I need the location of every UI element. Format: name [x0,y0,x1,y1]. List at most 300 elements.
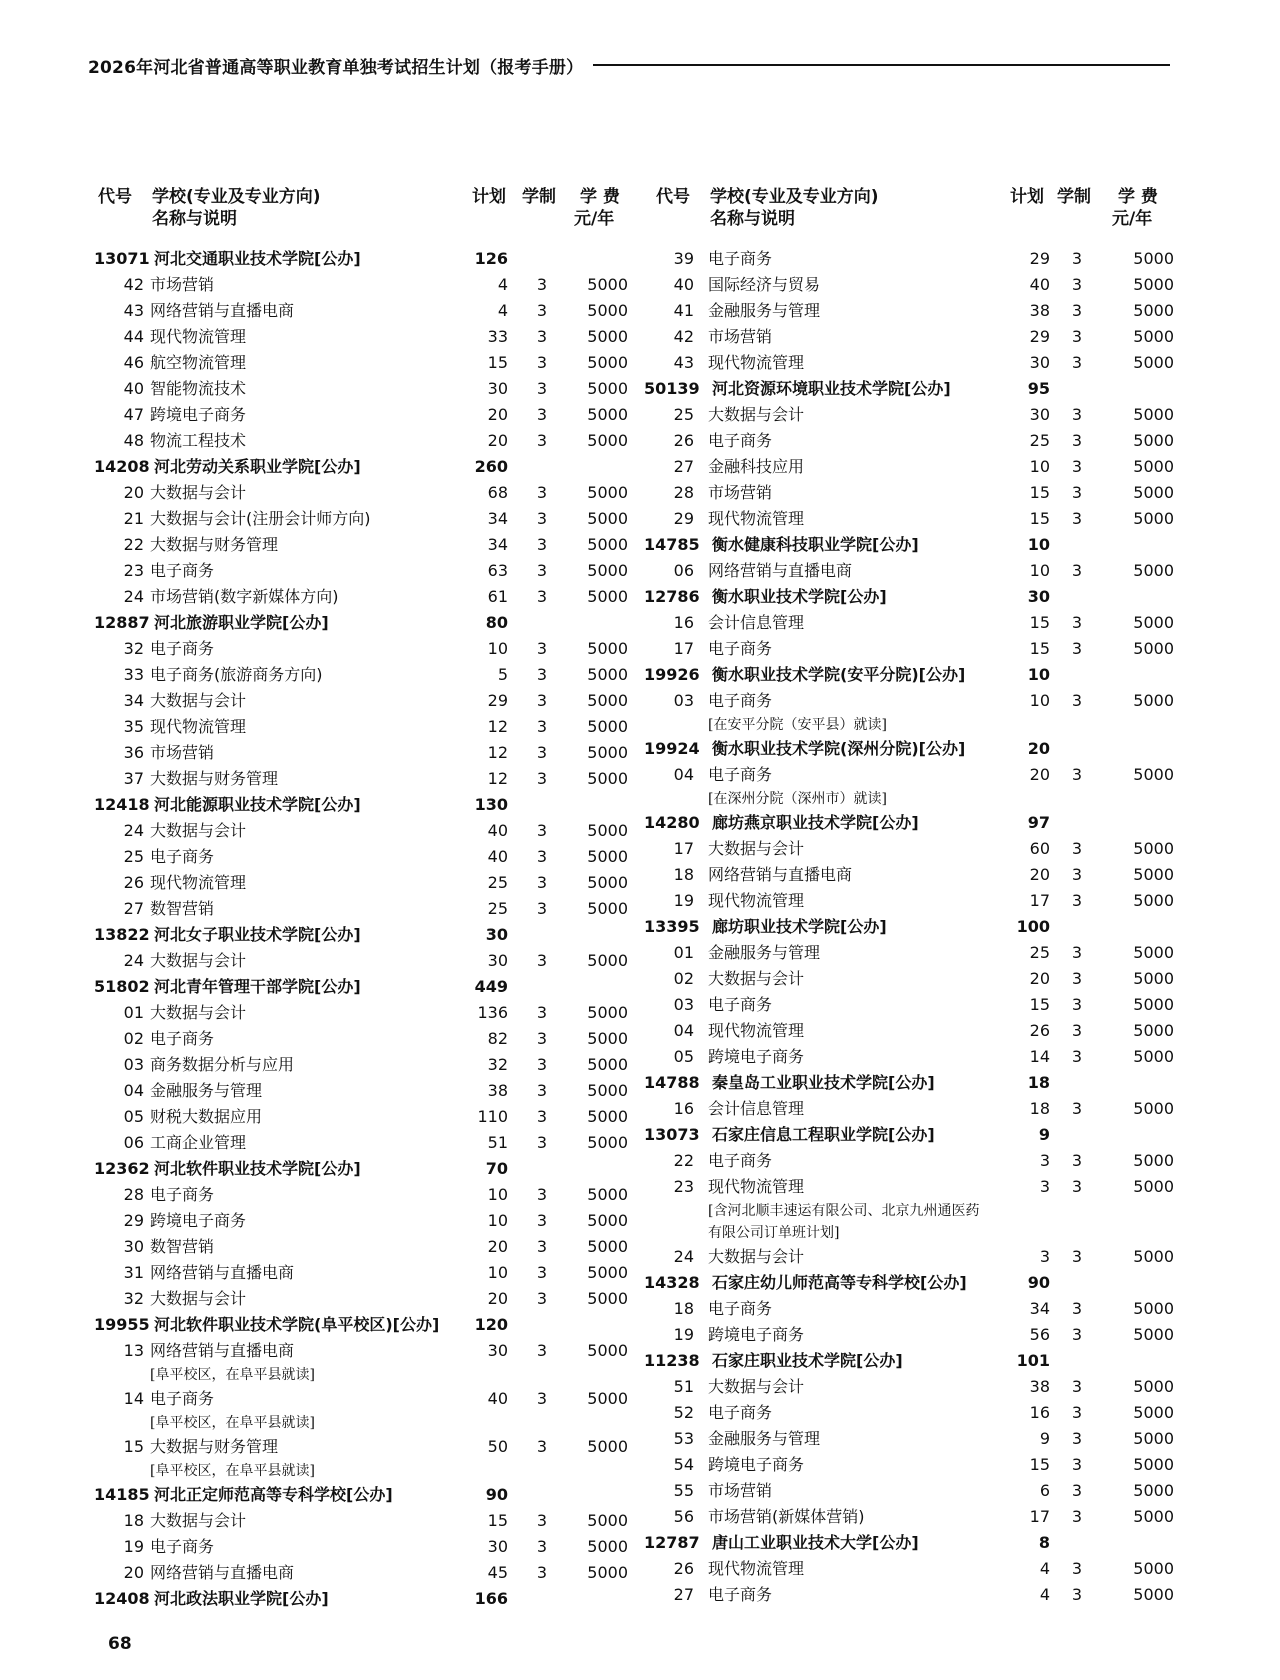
major-years: 3 [536,1107,548,1126]
major-fee: 5000 [1133,1247,1174,1266]
major-code: 17 [673,839,694,858]
major-years: 3 [1071,969,1083,988]
school-row [644,810,1172,836]
major-years: 3 [1071,327,1083,346]
major-plan: 20 [487,431,508,450]
major-row [652,862,1172,888]
major-name: 网络营销与直播电商 [150,1263,295,1282]
major-name: 大数据与会计 [708,969,805,988]
school-row [644,1348,1172,1374]
school-row [644,914,1172,940]
major-note: [阜平校区，在阜平县就读] [150,1463,315,1479]
major-name: 现代物流管理 [708,1559,805,1578]
major-name: 电子商务 [708,691,773,710]
major-years: 3 [536,1341,548,1360]
major-row [94,1078,628,1104]
major-years: 3 [536,1003,548,1022]
major-name: 跨境电子商务 [708,1325,805,1344]
major-fee: 5000 [587,327,628,346]
major-plan: 4 [1039,1585,1050,1604]
major-plan: 45 [487,1563,508,1582]
major-years: 3 [1071,405,1083,424]
major-fee: 5000 [1133,509,1174,528]
major-fee: 5000 [587,301,628,320]
school-code: 13395 [644,917,700,936]
major-code: 43 [673,353,694,372]
school-code: 12787 [644,1533,700,1552]
major-years: 3 [536,1563,548,1582]
right-column [644,182,1174,1608]
major-fee: 5000 [587,379,628,398]
major-fee: 5000 [1133,613,1174,632]
school-code: 14208 [94,457,150,476]
major-years: 3 [1071,1585,1083,1604]
left-column [94,182,628,1612]
major-code: 05 [673,1047,694,1066]
major-fee: 5000 [587,1185,628,1204]
major-row [94,1052,628,1078]
major-name: 大数据与会计 [150,951,247,970]
major-row [652,1400,1172,1426]
major-row [94,1130,628,1156]
major-years: 3 [1071,1559,1083,1578]
school-name: 河北女子职业技术学院[公办] [154,925,361,944]
major-code: 27 [123,899,144,918]
major-fee: 5000 [587,1511,628,1530]
school-name: 廊坊职业技术学院[公办] [712,917,887,936]
major-years: 3 [1071,1299,1083,1318]
major-row [652,762,1172,788]
major-code: 18 [123,1511,144,1530]
major-row [94,1234,628,1260]
page-title: 2026年河北省普通高等职业教育单独考试招生计划（报考手册） [88,57,584,78]
major-years: 3 [536,327,548,346]
major-row [652,610,1172,636]
school-code: 14328 [644,1273,700,1292]
school-row [644,1070,1172,1096]
major-fee: 5000 [587,431,628,450]
major-fee: 5000 [1133,865,1174,884]
major-name: 市场营销(新媒体营销) [708,1507,865,1526]
school-plan: 449 [474,977,508,996]
major-years: 3 [1071,457,1083,476]
major-plan: 33 [487,327,508,346]
school-row [94,246,624,272]
major-years: 3 [1071,839,1083,858]
major-plan: 38 [1029,301,1050,320]
major-years: 3 [1071,353,1083,372]
major-years: 3 [536,639,548,658]
major-name: 大数据与财务管理 [150,769,279,788]
major-plan: 3 [1039,1247,1050,1266]
major-plan: 10 [1029,561,1050,580]
major-name: 商务数据分析与应用 [150,1055,295,1074]
school-code: 12362 [94,1159,150,1178]
major-row [652,1478,1172,1504]
major-name: 电子商务 [150,1537,215,1556]
major-plan: 68 [487,483,508,502]
major-code: 16 [673,1099,694,1118]
major-code: 36 [123,743,144,762]
major-code: 26 [123,873,144,892]
major-years: 3 [1071,1325,1083,1344]
major-note: [含河北顺丰速运有限公司、北京九州通医药 [708,1203,980,1219]
major-plan: 16 [1029,1403,1050,1422]
major-name: 电子商务 [150,639,215,658]
school-code: 12887 [94,613,150,632]
major-years: 3 [536,1185,548,1204]
major-years: 3 [536,1237,548,1256]
major-years: 3 [536,743,548,762]
major-code: 06 [123,1133,144,1152]
major-code: 23 [673,1177,694,1196]
major-years: 3 [1071,1403,1083,1422]
school-name: 唐山工业职业技术大学[公办] [712,1533,919,1552]
major-row [94,428,628,454]
major-plan: 110 [477,1107,508,1126]
major-code: 24 [123,587,144,606]
major-code: 02 [673,969,694,988]
school-code: 14785 [644,535,700,554]
major-code: 35 [123,717,144,736]
major-name: 会计信息管理 [708,613,805,632]
major-name: 电子商务 [708,995,773,1014]
school-code: 19955 [94,1315,150,1334]
major-row [94,584,628,610]
major-years: 3 [536,717,548,736]
major-plan: 34 [487,509,508,528]
major-years: 3 [1071,613,1083,632]
header-plan: 计划 [472,187,506,207]
column-header [94,182,624,232]
major-code: 18 [673,1299,694,1318]
major-plan: 10 [487,1211,508,1230]
school-row [94,454,624,480]
major-name: 电子商务 [150,847,215,866]
major-name: 市场营销(数字新媒体方向) [150,587,339,606]
header-rule [593,64,1170,66]
header-fee: 学 费 [1118,187,1158,207]
major-fee: 5000 [587,691,628,710]
major-years: 3 [536,1055,548,1074]
major-code: 25 [123,847,144,866]
major-row [652,1148,1172,1174]
header-name-desc: 名称与说明 [710,209,795,229]
school-row [94,922,624,948]
major-name: 数智营销 [150,899,215,918]
school-plan: 126 [474,249,508,268]
major-plan: 20 [1029,969,1050,988]
major-years: 3 [536,483,548,502]
major-plan: 25 [1029,943,1050,962]
major-row [652,1582,1172,1608]
major-row [94,948,628,974]
school-name: 衡水健康科技职业学院[公办] [712,535,919,554]
major-fee: 5000 [587,717,628,736]
major-name: 大数据与会计 [708,1247,805,1266]
school-plan: 90 [485,1485,508,1504]
major-years: 3 [536,535,548,554]
school-code: 12408 [94,1589,150,1608]
major-fee: 5000 [587,847,628,866]
major-name: 大数据与会计 [150,691,247,710]
major-name: 航空物流管理 [150,353,247,372]
major-years: 3 [536,405,548,424]
major-years: 3 [1071,1455,1083,1474]
major-years: 3 [1071,1377,1083,1396]
major-name: 网络营销与直播电商 [150,1341,295,1360]
major-name: 电子商务 [708,1403,773,1422]
header-fee-unit: 元/年 [1112,209,1153,229]
major-row [652,454,1172,480]
left-rows [94,246,628,1612]
school-name: 河北软件职业技术学院[公办] [154,1159,361,1178]
major-row [94,298,628,324]
major-years: 3 [536,1029,548,1048]
major-plan: 60 [1029,839,1050,858]
major-years: 3 [1071,1177,1083,1196]
major-plan: 63 [487,561,508,580]
school-name: 河北青年管理干部学院[公办] [154,977,361,996]
major-name: 电子商务 [708,1299,773,1318]
major-row [652,1018,1172,1044]
major-plan: 30 [487,1537,508,1556]
school-code: 11238 [644,1351,700,1370]
major-row [652,1556,1172,1582]
major-row [652,1452,1172,1478]
major-row [652,1504,1172,1530]
major-plan: 32 [487,1055,508,1074]
major-years: 3 [1071,1047,1083,1066]
major-row [94,1286,628,1312]
major-row [94,1386,628,1412]
major-plan: 12 [487,769,508,788]
major-plan: 12 [487,743,508,762]
major-fee: 5000 [587,405,628,424]
major-row [652,1244,1172,1270]
major-code: 24 [673,1247,694,1266]
major-plan: 17 [1029,1507,1050,1526]
major-plan: 136 [477,1003,508,1022]
major-plan: 20 [487,1289,508,1308]
major-row [652,246,1172,272]
major-row [94,896,628,922]
major-plan: 4 [497,275,508,294]
major-code: 27 [673,1585,694,1604]
header-code: 代号 [98,187,132,207]
major-fee: 5000 [587,1055,628,1074]
major-name: 大数据与会计 [150,483,247,502]
major-fee: 5000 [587,353,628,372]
major-code: 19 [123,1537,144,1556]
major-row [94,870,628,896]
major-years: 3 [536,1289,548,1308]
school-row [644,532,1172,558]
major-code: 34 [123,691,144,710]
major-code: 04 [673,765,694,784]
major-fee: 5000 [1133,1585,1174,1604]
major-fee: 5000 [587,1341,628,1360]
school-plan: 8 [1038,1533,1050,1552]
major-plan: 10 [487,639,508,658]
major-code: 40 [123,379,144,398]
major-name: 市场营销 [708,483,773,502]
major-fee: 5000 [1133,457,1174,476]
major-row [94,1026,628,1052]
major-name: 物流工程技术 [150,431,247,450]
major-row [94,636,628,662]
major-name: 大数据与财务管理 [150,535,279,554]
major-plan: 40 [487,847,508,866]
major-name: 电子商务 [708,1585,773,1604]
school-plan: 9 [1038,1125,1050,1144]
major-fee: 5000 [587,1133,628,1152]
major-code: 26 [673,1559,694,1578]
major-plan: 40 [1029,275,1050,294]
major-row [652,940,1172,966]
major-fee: 5000 [1133,943,1174,962]
major-name: 金融科技应用 [708,457,805,476]
major-plan: 10 [1029,457,1050,476]
major-code: 27 [673,457,694,476]
major-row [94,376,628,402]
major-fee: 5000 [1133,1429,1174,1448]
major-plan: 29 [487,691,508,710]
school-row [644,1122,1172,1148]
major-plan: 15 [1029,613,1050,632]
major-code: 02 [123,1029,144,1048]
major-note: [阜平校区，在阜平县就读] [150,1367,315,1383]
major-years: 3 [1071,431,1083,450]
major-years: 3 [1071,865,1083,884]
major-plan: 3 [1039,1177,1050,1196]
major-code: 55 [673,1481,694,1500]
school-row [94,1312,624,1338]
major-years: 3 [1071,561,1083,580]
major-row [652,1174,1172,1200]
major-code: 13 [123,1341,144,1360]
major-years: 3 [1071,1099,1083,1118]
school-code: 50139 [644,379,700,398]
major-code: 21 [123,509,144,528]
school-plan: 97 [1027,813,1050,832]
school-plan: 30 [485,925,508,944]
school-plan: 20 [1027,739,1050,758]
major-years: 3 [1071,943,1083,962]
major-fee: 5000 [587,1029,628,1048]
major-plan: 51 [487,1133,508,1152]
major-plan: 29 [1029,327,1050,346]
major-fee: 5000 [587,587,628,606]
major-row [652,888,1172,914]
major-name: 数智营销 [150,1237,215,1256]
major-name: 网络营销与直播电商 [708,561,853,580]
major-plan: 30 [487,951,508,970]
major-plan: 20 [1029,765,1050,784]
major-plan: 30 [487,1341,508,1360]
school-plan: 30 [1027,587,1050,606]
major-fee: 5000 [1133,891,1174,910]
major-name: 现代物流管理 [708,1021,805,1040]
major-name: 市场营销 [708,1481,773,1500]
major-name: 金融服务与管理 [708,1429,821,1448]
major-fee: 5000 [587,561,628,580]
header-years: 学制 [1057,187,1091,207]
major-plan: 10 [1029,691,1050,710]
major-row [94,1000,628,1026]
major-code: 47 [123,405,144,424]
major-years: 3 [536,509,548,528]
major-name: 电子商务(旅游商务方向) [150,665,323,684]
major-years: 3 [1071,1247,1083,1266]
major-fee: 5000 [587,899,628,918]
major-name: 国际经济与贸易 [708,275,821,294]
school-plan: 10 [1027,535,1050,554]
major-years: 3 [536,691,548,710]
major-code: 03 [123,1055,144,1074]
major-code: 29 [123,1211,144,1230]
major-years: 3 [1071,249,1083,268]
major-row [652,480,1172,506]
major-fee: 5000 [1133,1099,1174,1118]
school-plan: 166 [474,1589,508,1608]
major-name: 大数据与会计 [150,821,247,840]
school-row [644,1530,1172,1556]
major-plan: 34 [1029,1299,1050,1318]
major-code: 22 [673,1151,694,1170]
major-plan: 30 [487,379,508,398]
major-row [652,1322,1172,1348]
major-name: 现代物流管理 [708,353,805,372]
major-code: 23 [123,561,144,580]
major-row [652,350,1172,376]
major-code: 26 [673,431,694,450]
major-plan: 20 [1029,865,1050,884]
header-plan: 计划 [1010,187,1044,207]
major-years: 3 [536,821,548,840]
school-plan: 90 [1027,1273,1050,1292]
header-name: 学校(专业及专业方向) [152,187,321,207]
major-row [94,402,628,428]
major-code: 42 [123,275,144,294]
school-row [644,1270,1172,1296]
major-row [94,740,628,766]
major-name: 智能物流技术 [150,379,247,398]
school-plan: 101 [1016,1351,1050,1370]
school-name: 河北正定师范高等专科学校[公办] [154,1485,393,1504]
major-years: 3 [536,379,548,398]
major-years: 3 [536,301,548,320]
major-code: 03 [673,995,694,1014]
major-years: 3 [1071,691,1083,710]
major-plan: 5 [497,665,508,684]
major-code: 32 [123,1289,144,1308]
major-code: 56 [673,1507,694,1526]
major-name: 电子商务 [150,1389,215,1408]
major-name: 网络营销与直播电商 [708,865,853,884]
major-fee: 5000 [587,1437,628,1456]
major-fee: 5000 [587,1263,628,1282]
major-code: 31 [123,1263,144,1282]
major-row [652,836,1172,862]
major-fee: 5000 [587,509,628,528]
major-code: 19 [673,891,694,910]
major-code: 25 [673,405,694,424]
major-plan: 17 [1029,891,1050,910]
major-code: 24 [123,821,144,840]
school-row [644,736,1172,762]
school-name: 石家庄信息工程职业学院[公办] [712,1125,935,1144]
